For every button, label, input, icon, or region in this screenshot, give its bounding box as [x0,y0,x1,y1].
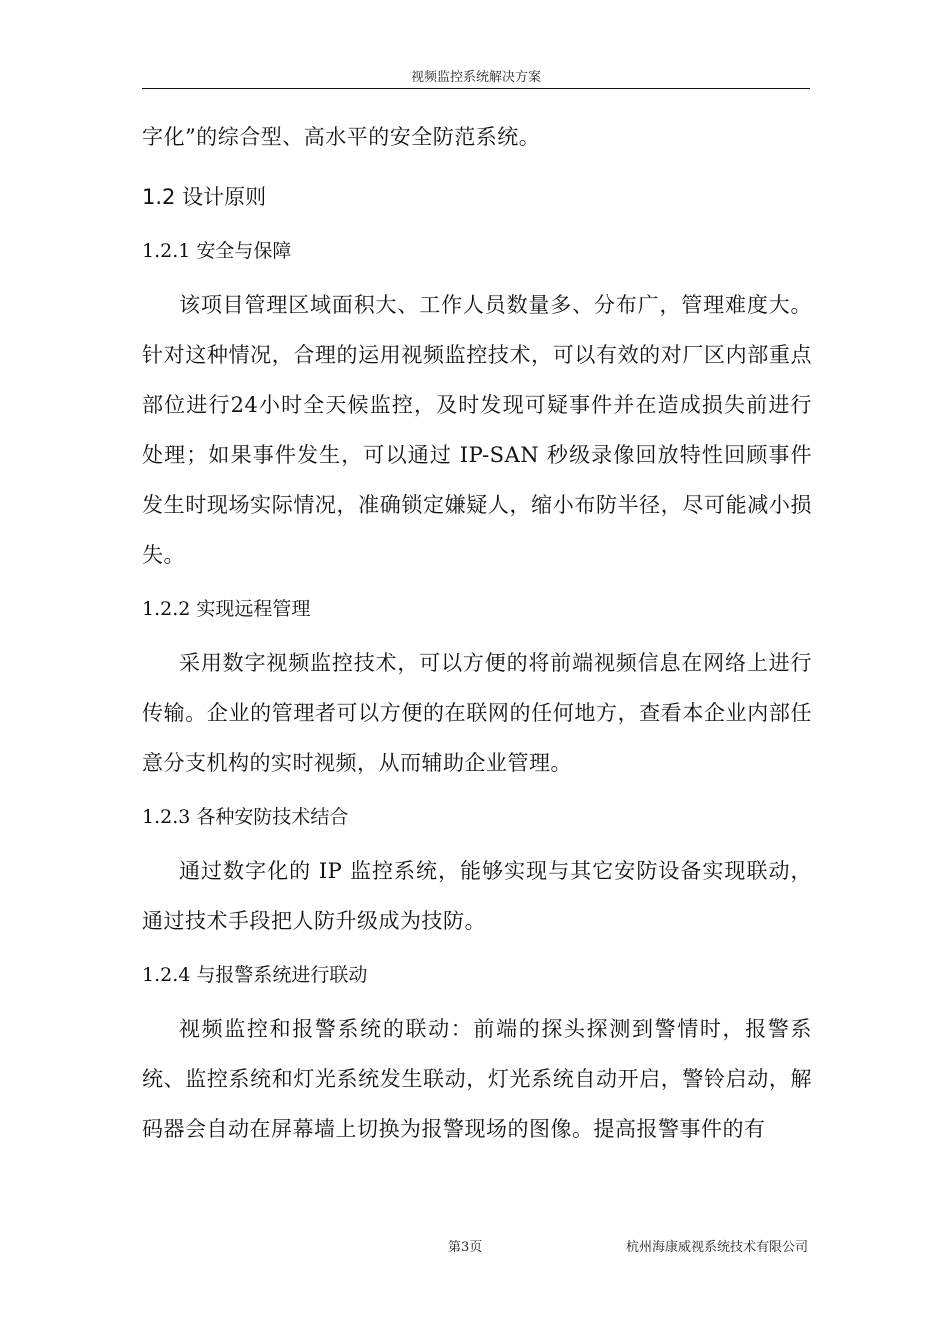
subsection-title: 与报警系统进行联动 [196,964,368,986]
document-body [142,112,812,1154]
subsection-title: 实现远程管理 [196,598,311,620]
intro-continuation: 字化”的综合型、高水平的安全防范系统。 [142,125,541,149]
subsection-paragraph-3: 通过数字化的 IP 监控系统，能够实现与其它安防设备实现联动，通过技术手段把人防升级成为技防。 [142,859,812,933]
header-rule [142,88,810,89]
footer-company-name: 杭州海康威视系统技术有限公司 [625,1240,808,1255]
subsection-paragraph-2: 采用数字视频监控技术，可以方便的将前端视频信息在网络上进行传输。企业的管理者可以方便的在联网的任何地方，查看本企业内部任意分支机构的实时视频，从而辅助企业管理。 [142,651,812,775]
subsection-heading-4 [142,950,812,1000]
subsection-title: 安全与保障 [196,240,292,262]
footer-page-number: 第3页 [448,1240,483,1255]
subsection-title: 各种安防技术结合 [196,806,349,828]
subsection-number: 1.2.2 [142,598,191,620]
subsection-number: 1.2.1 [142,240,191,262]
subsection-paragraph-4: 视频监控和报警系统的联动：前端的探头探测到警情时，报警系统、监控系统和灯光系统发生联动，灯光系统自动开启，警铃启动，解码器会自动在屏幕墙上切换为报警现场的图像。提高报警事件的有 [142,1017,812,1141]
subsection-heading-3 [142,792,812,842]
subsection-number: 1.2.3 [142,806,191,828]
section-heading [142,176,812,218]
section-title: 设计原则 [182,185,267,209]
subsection-paragraph-1: 该项目管理区域面积大、工作人员数量多、分布广，管理难度大。针对这种情况，合理的运用视频监控技术，可以有效的对厂区内部重点部位进行24小时全天候监控，及时发现可疑事件并在造成损失前进行处理；如果事件发生，可以通过 IP-SAN 秒级录像回放特性回顾事件发生时现场实际情况，准确锁定嫌疑人，缩小布防半径，尽可能减小损失。 [142,293,812,567]
subsection-heading-2 [142,584,812,634]
subsection-number: 1.2.4 [142,964,191,986]
subsection-heading-1 [142,226,812,276]
section-number: 1.2 [142,185,176,209]
page-header-title: 视频监控系统解决方案 [410,70,541,85]
